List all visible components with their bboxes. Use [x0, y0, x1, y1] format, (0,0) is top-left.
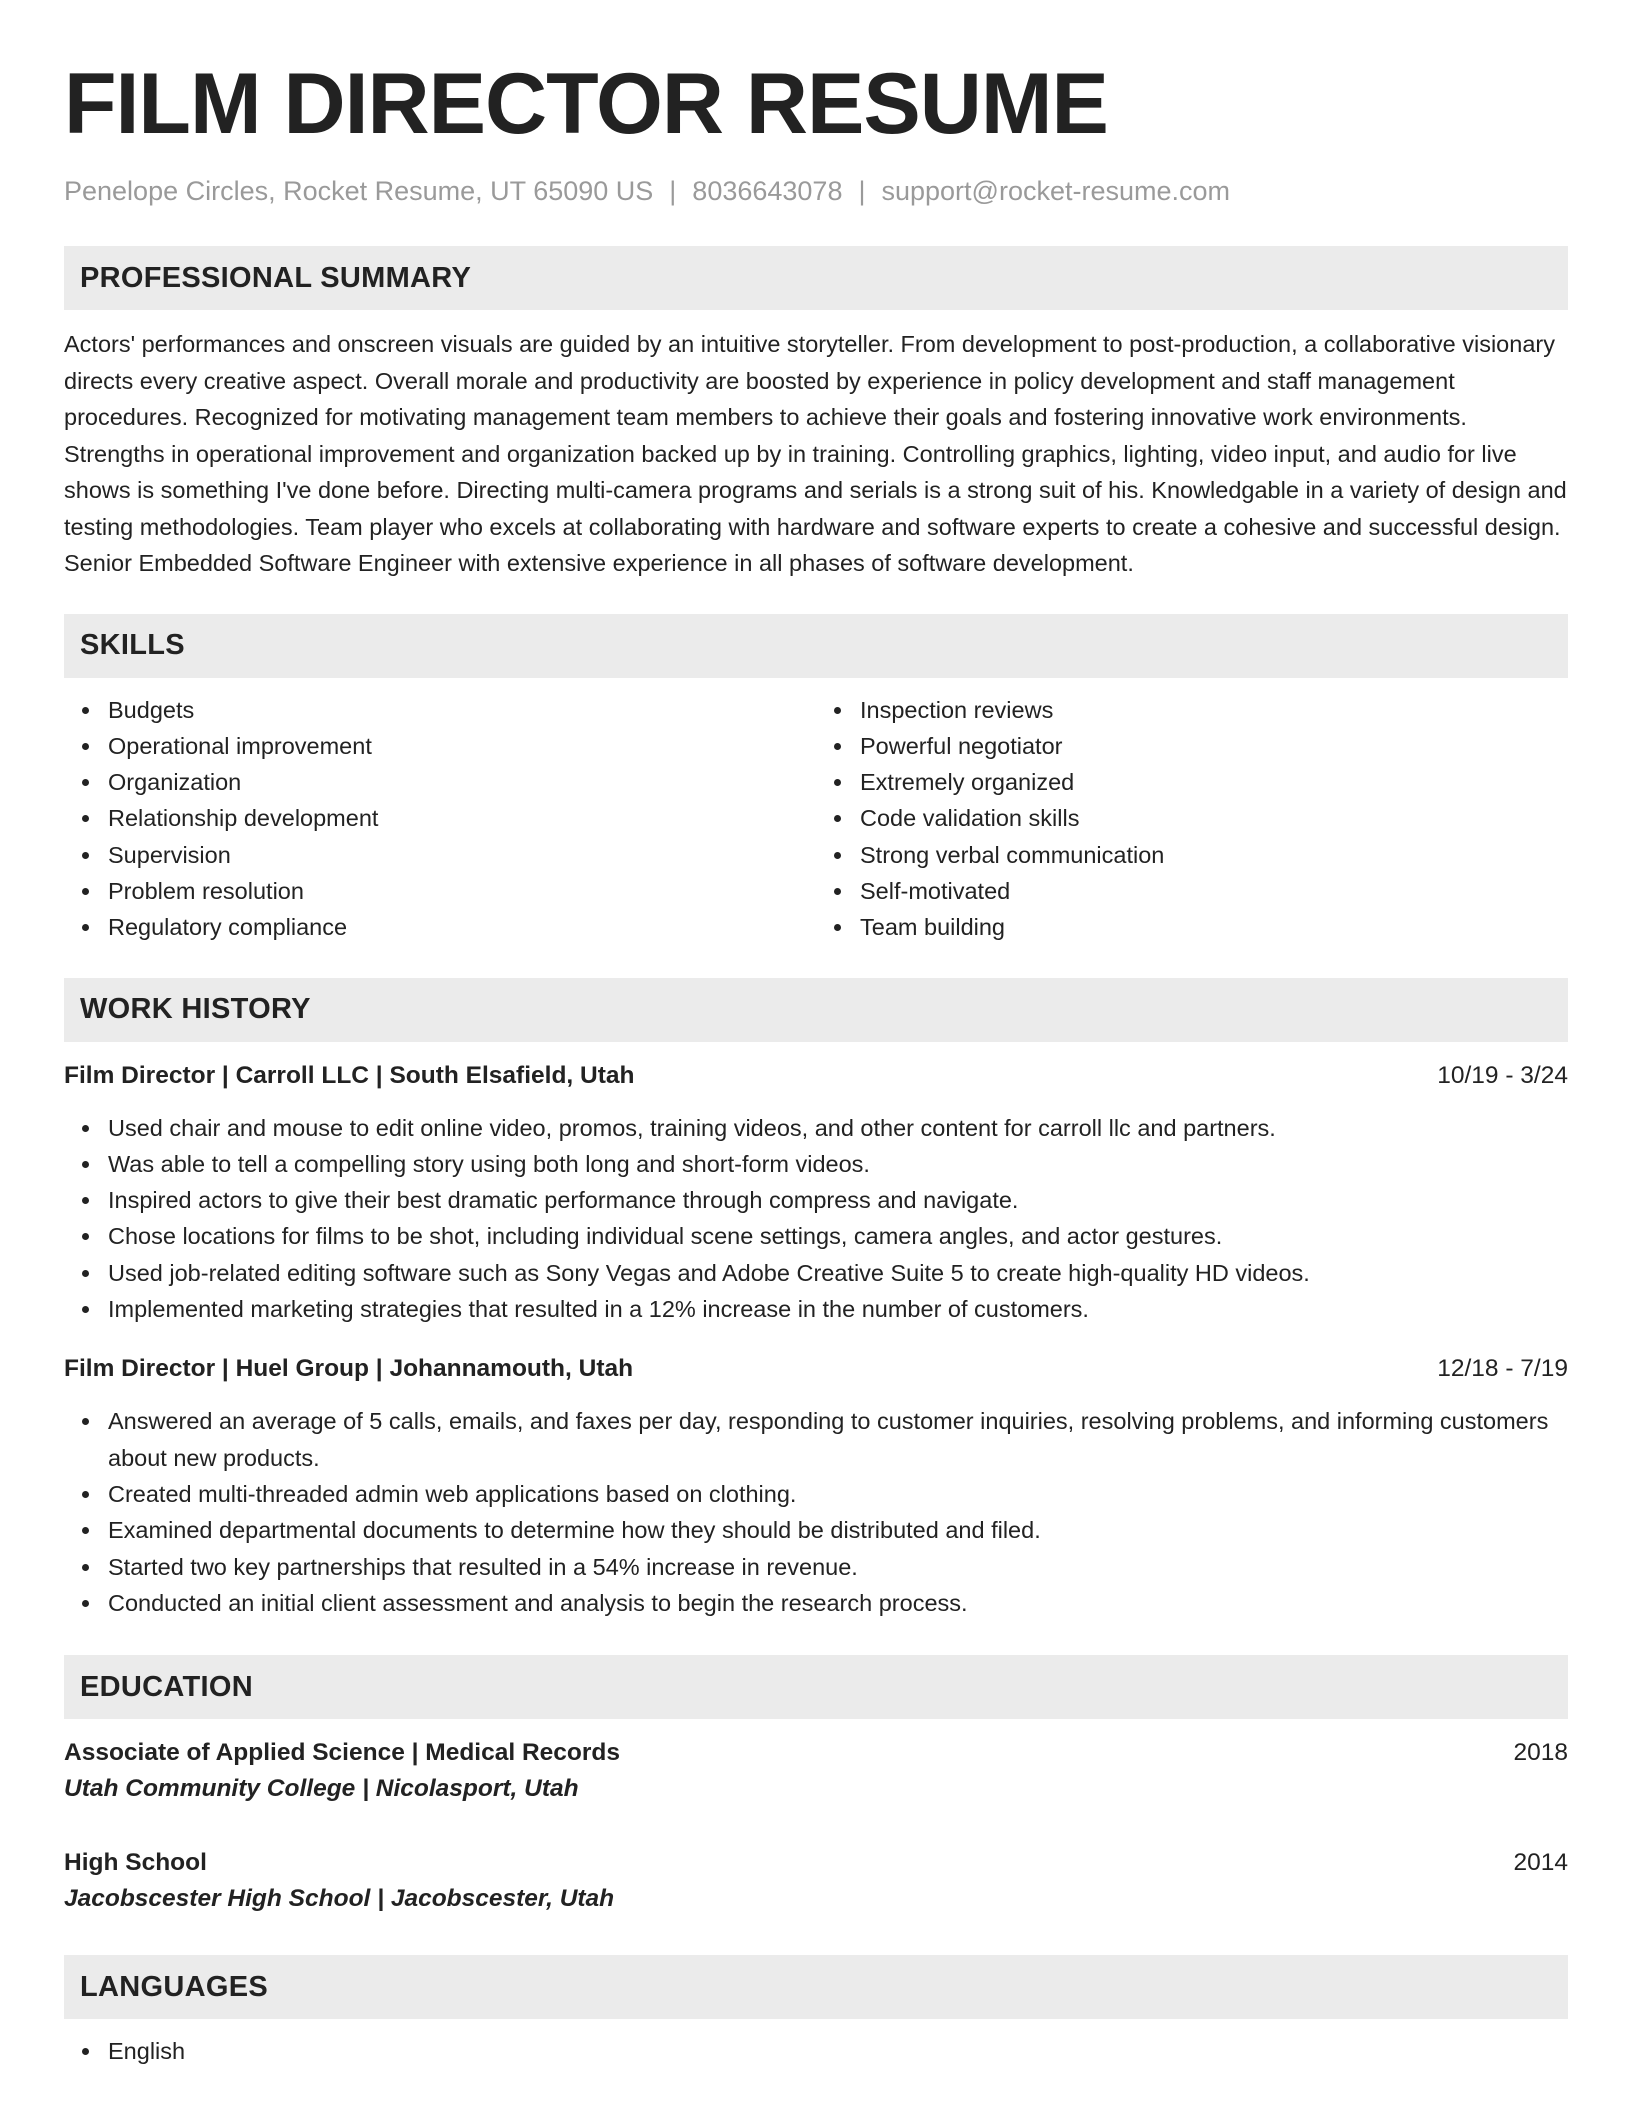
job-bullet: Used job-related editing software such as Sony Vegas and Adobe Creative Suite 5 to create high-quality HD videos. — [108, 1255, 1568, 1291]
skill-item: Operational improvement — [108, 728, 816, 764]
job-entry — [64, 1351, 1568, 1621]
section-header-work-history: WORK HISTORY — [64, 978, 1568, 1042]
job-bullet: Implemented marketing strategies that resulted in a 12% increase in the number of customers. — [108, 1291, 1568, 1327]
education-header — [64, 1845, 1568, 1881]
contact-line — [64, 174, 1568, 208]
contact-address: Penelope Circles, Rocket Resume, UT 65090 US — [64, 176, 654, 206]
section-header-summary: PROFESSIONAL SUMMARY — [64, 246, 1568, 310]
skill-item: Problem resolution — [108, 873, 816, 909]
section-header-education: EDUCATION — [64, 1655, 1568, 1719]
skill-item: Strong verbal communication — [860, 837, 1568, 873]
education-school: Jacobscester High School | Jacobscester, Utah — [64, 1885, 615, 1913]
skill-item: Regulatory compliance — [108, 909, 816, 945]
education-entry — [64, 1845, 1568, 1917]
summary-text: Actors' performances and onscreen visuals are guided by an intuitive storyteller. From development to post-production, a collaborative visionary directs every creative aspect. Overall morale and productivity are boosted by experience in policy development and staff management procedures. Recognized for motivating management team members to achieve their goals and fostering innovative work environments. Strengths in operational improvement and organization backed up by in training. Controlling graphics, lighting, video input, and audio for live shows is something I've done before. Directing multi-camera programs and serials is a strong suit of his. Knowledgable in a variety of design and testing methodologies. Team player who excels at collaborating with hardware and software experts to create a cohesive and successful design. Senior Embedded Software Engineer with extensive experience in all phases of software development. — [64, 331, 1567, 576]
skills-column-right — [816, 692, 1568, 946]
skills-list — [64, 692, 1568, 946]
job-dates: 12/18 - 7/19 — [1437, 1355, 1568, 1383]
language-item: English — [108, 2033, 1568, 2069]
job-bullets — [64, 1110, 1568, 1328]
job-bullet: Used chair and mouse to edit online video, promos, training videos, and other content for carroll llc and partners. — [108, 1110, 1568, 1146]
skills-column-left — [64, 692, 816, 946]
job-bullet: Created multi-threaded admin web applications based on clothing. — [108, 1476, 1568, 1512]
job-bullet: Conducted an initial client assessment and analysis to begin the research process. — [108, 1585, 1568, 1621]
job-title: Film Director | Carroll LLC | South Elsafield, Utah — [64, 1061, 635, 1089]
education-header — [64, 1735, 1568, 1771]
skill-item: Team building — [860, 909, 1568, 945]
education-entry — [64, 1735, 1568, 1807]
education-degree: Associate of Applied Science | Medical Records — [64, 1739, 621, 1767]
education-school: Utah Community College | Nicolasport, Utah — [64, 1775, 579, 1803]
contact-email: support@rocket-resume.com — [881, 176, 1231, 206]
education-year: 2018 — [1513, 1739, 1568, 1767]
skill-item: Organization — [108, 764, 816, 800]
job-bullet: Started two key partnerships that resulted in a 54% increase in revenue. — [108, 1549, 1568, 1585]
job-bullet: Answered an average of 5 calls, emails, and faxes per day, responding to customer inquiries, resolving problems, and informing customers about new products. — [108, 1403, 1568, 1476]
skill-item: Supervision — [108, 837, 816, 873]
languages-list — [64, 2033, 1568, 2069]
job-bullet: Chose locations for films to be shot, including individual scene settings, camera angles, and actor gestures. — [108, 1218, 1568, 1254]
job-header — [64, 1058, 1568, 1094]
contact-phone: 8036643078 — [692, 176, 843, 206]
skill-item: Inspection reviews — [860, 692, 1568, 728]
resume-title: FILM DIRECTOR RESUME — [64, 56, 1108, 152]
job-bullet: Was able to tell a compelling story using both long and short-form videos. — [108, 1146, 1568, 1182]
job-bullets — [64, 1403, 1568, 1621]
job-bullet: Inspired actors to give their best dramatic performance through compress and navigate. — [108, 1182, 1568, 1218]
skill-item: Relationship development — [108, 800, 816, 836]
job-dates: 10/19 - 3/24 — [1437, 1061, 1568, 1089]
job-title: Film Director | Huel Group | Johannamouth, Utah — [64, 1355, 634, 1383]
section-header-languages: LANGUAGES — [64, 1955, 1568, 2019]
section-header-skills: SKILLS — [64, 614, 1568, 678]
contact-separator: | — [669, 176, 677, 206]
job-header — [64, 1351, 1568, 1387]
skill-item: Budgets — [108, 692, 816, 728]
contact-separator: | — [858, 176, 866, 206]
job-entry — [64, 1058, 1568, 1328]
education-year: 2014 — [1513, 1849, 1568, 1877]
job-bullet: Examined departmental documents to determine how they should be distributed and filed. — [108, 1512, 1568, 1548]
skill-item: Code validation skills — [860, 800, 1568, 836]
skill-item: Powerful negotiator — [860, 728, 1568, 764]
skill-item: Self-motivated — [860, 873, 1568, 909]
skill-item: Extremely organized — [860, 764, 1568, 800]
education-degree: High School — [64, 1849, 207, 1877]
